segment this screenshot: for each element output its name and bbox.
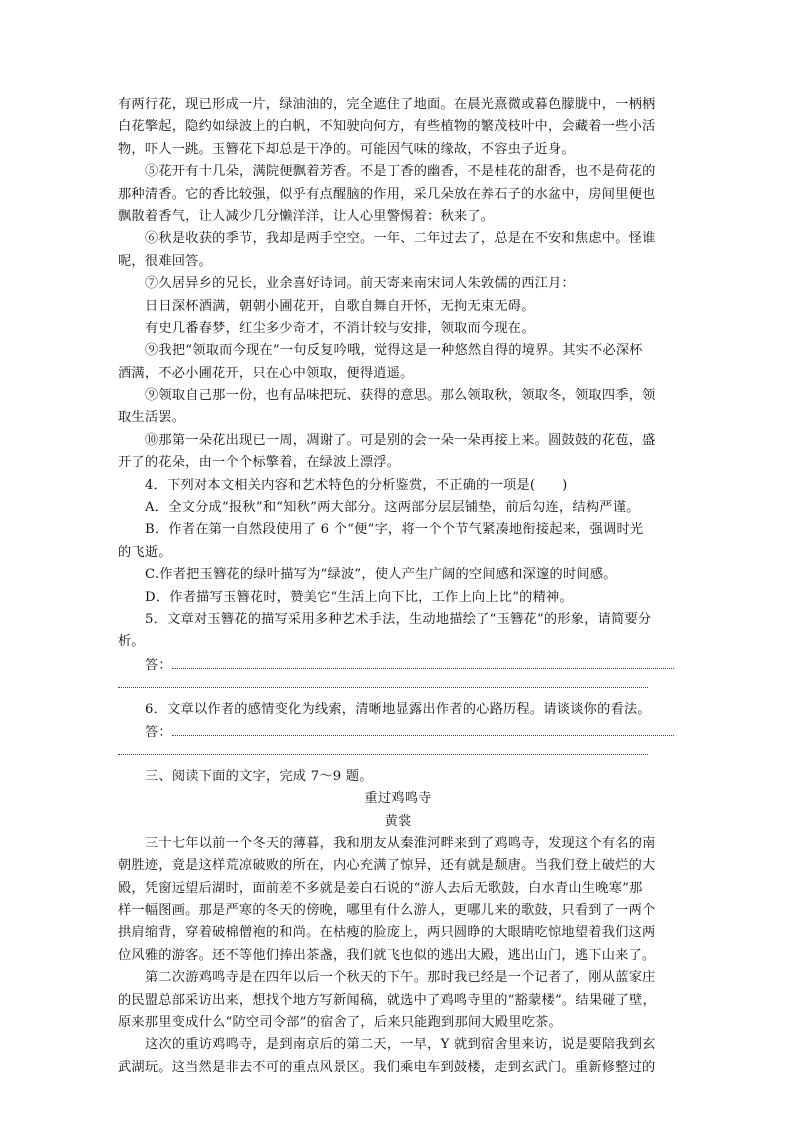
- answer-label: 答：: [145, 724, 172, 740]
- answer-label: 答：: [145, 657, 172, 673]
- text-line: ⑥秋是收获的季节，我却是两手空空。一年、二年过去了，总是在不安和焦虑中。怪谁: [145, 231, 656, 247]
- answer-blank-line: [118, 743, 678, 765]
- text-line: 那种清香。它的香比较强，似乎有点醒脑的作用，采几朵放在养石子的水盆中，房间里便也: [118, 186, 656, 202]
- dotted-rule: [118, 687, 648, 688]
- answer-dotted-line: [172, 721, 674, 736]
- question-6: 6．文章以作者的感情变化为线索，清晰地显露出作者的心路历程。请谈谈你的看法。: [145, 701, 651, 717]
- answer-line-q5: [118, 654, 678, 676]
- essay-body: [118, 833, 678, 1079]
- text-line: 有两行花，现已形成一片，绿油油的，完全遮住了地面。在晨光熹微或暮色朦胧中，一柄柄: [118, 97, 656, 112]
- text-line: 析。: [118, 634, 145, 650]
- text-line: 呢，很难回答。: [118, 253, 213, 269]
- text-line: 的飞逝。: [118, 544, 172, 560]
- text-line: 5．文章对玉簪花的描写采用多种艺术手法，生动地描绘了“玉簪花”的形象，请简要分: [145, 611, 652, 627]
- text-line: 开了的花朵，由一个个标擎着，在绿波上漂浮。: [118, 455, 401, 471]
- text-line: ⑤花开有十几朵，满院便飘着芳香。不是丁香的幽香，不是桂花的甜香，也不是荷花的: [145, 164, 656, 180]
- text-line: A．全文分成“报秋”和“知秋”两大部分。这两部分层层铺垫，前后勾连，结构严谨。: [145, 500, 640, 516]
- text-line: 这次的重访鸡鸣寺，是到南京后的第二天，一早，Y 就到宿舍里来访，说是要陪我到玄: [145, 1037, 656, 1053]
- text-line: ⑦久居异乡的兄长，业余喜好诗词。前天寄来南宋词人朱敦儒的西江月：: [145, 276, 575, 292]
- text-line: 第二次游鸡鸣寺是在四年以后一个秋天的下午。那时我已经是一个记者了，刚从蓝家庄: [145, 970, 656, 986]
- text-line: 飘散着香气，让人减少几分懒洋洋，让人心里警惕着：秋来了。: [118, 208, 495, 224]
- text-line: ⑩那第一朵花出现已一周，凋谢了。可是别的会一朵一朵再接上来。圆鼓鼓的花苞，盛: [145, 432, 656, 448]
- text-line: 物，吓人一跳。玉簪花下却总是干净的。可能因气味的缘故，不容虫子近身。: [118, 141, 575, 157]
- answer-line-q6: [118, 721, 678, 743]
- essay-title: 重过鸡鸣寺: [364, 791, 432, 807]
- text-line: 有史几番春梦，红尘多少奇才，不消计较与安排，领取而今现在。: [145, 320, 535, 336]
- text-line: 白花擎起，隐约如绿波上的白帆，不知驶向何方，有些植物的繁茂枝叶中，会藏着一些小活: [118, 119, 656, 135]
- text-line: 武湖玩。这当然是非去不可的重点风景区。我们乘电车到鼓楼，走到玄武门。重新修整过的: [118, 1059, 656, 1075]
- text-line: 酒满，不必小圃花开，只在心中领取，便得逍遥。: [118, 365, 414, 381]
- text-line: 的民盟总部采访出来，想找个地方写新闻稿，就选中了鸡鸣寺里的“豁蒙楼”。结果碰了壁，: [118, 992, 657, 1008]
- text-line: B．作者在第一自然段使用了 6 个“便”字，将一个个节气紧凑地衔接起来，强调时光: [145, 522, 644, 538]
- text-line: ⑨领取自己那一份，也有品味把玩、获得的意思。那么领取秋，领取冬，领取四季，领: [145, 388, 656, 404]
- text-line: D．作者描写玉簪花时，赞美它“生活上向下比，工作上向上比”的精神。: [145, 589, 573, 605]
- text-line: 4．下列对本文相关内容和艺术特色的分析鉴赏，不正确的一项是( ): [145, 477, 568, 493]
- text-line: 原来那里变成什么“防空司令部”的宿舍了，后来只能跑到那间大殿里吃茶。: [118, 1015, 562, 1031]
- text-line: 样一幅图画。那是严寒的冬天的傍晚，哪里有什么游人，更哪儿来的歌鼓，只看到了一两个: [118, 903, 656, 919]
- text-line: 取生活罢。: [118, 410, 186, 426]
- document-page: [118, 94, 678, 1079]
- text-line: 位风雅的游客。还不等他们捧出茶盏，我们就飞也似的逃出大殿，逃出山门，逃下山来了。: [118, 947, 656, 963]
- text-line: 日日深杯酒满，朝朝小圃花开，自歌自舞自开怀，无拘无束无碍。: [145, 298, 535, 314]
- text-line: 拱肩缩背，穿着破棉僧袍的和尚。在枯瘦的脸庞上，两只圆睁的大眼睛吃惊地望着我们这两: [118, 925, 656, 941]
- answer-blank-line: [118, 676, 678, 698]
- essay-author: 黄裳: [384, 813, 412, 829]
- text-line: 朝胜迹，竟是这样荒凉破败的所在，内心充满了惊异，还有就是颓唐。当我们登上破烂的大: [118, 858, 656, 874]
- dotted-rule: [118, 754, 648, 755]
- text-line: C.作者把玉簪花的绿叶描写为“绿波”，使人产生广阔的空间感和深邃的时间感。: [145, 567, 617, 583]
- section-heading: 三、阅读下面的文字，完成 7～9 题。: [145, 768, 373, 784]
- text-line: 殿，凭窗远望后湖时，面前差不多就是姜白石说的“游人去后无歌鼓，白水青山生晚寒”那: [118, 880, 643, 896]
- answer-dotted-line: [172, 654, 674, 669]
- passage-continuation: [118, 94, 678, 654]
- text-line: ⑨我把“领取而今现在”一句反复吟哦，觉得这是一种悠然自得的境界。其实不必深杯: [145, 343, 643, 359]
- text-line: 三十七年以前一个冬天的薄暮，我和朋友从秦淮河畔来到了鸡鸣寺，发现这个有名的南: [145, 835, 656, 851]
